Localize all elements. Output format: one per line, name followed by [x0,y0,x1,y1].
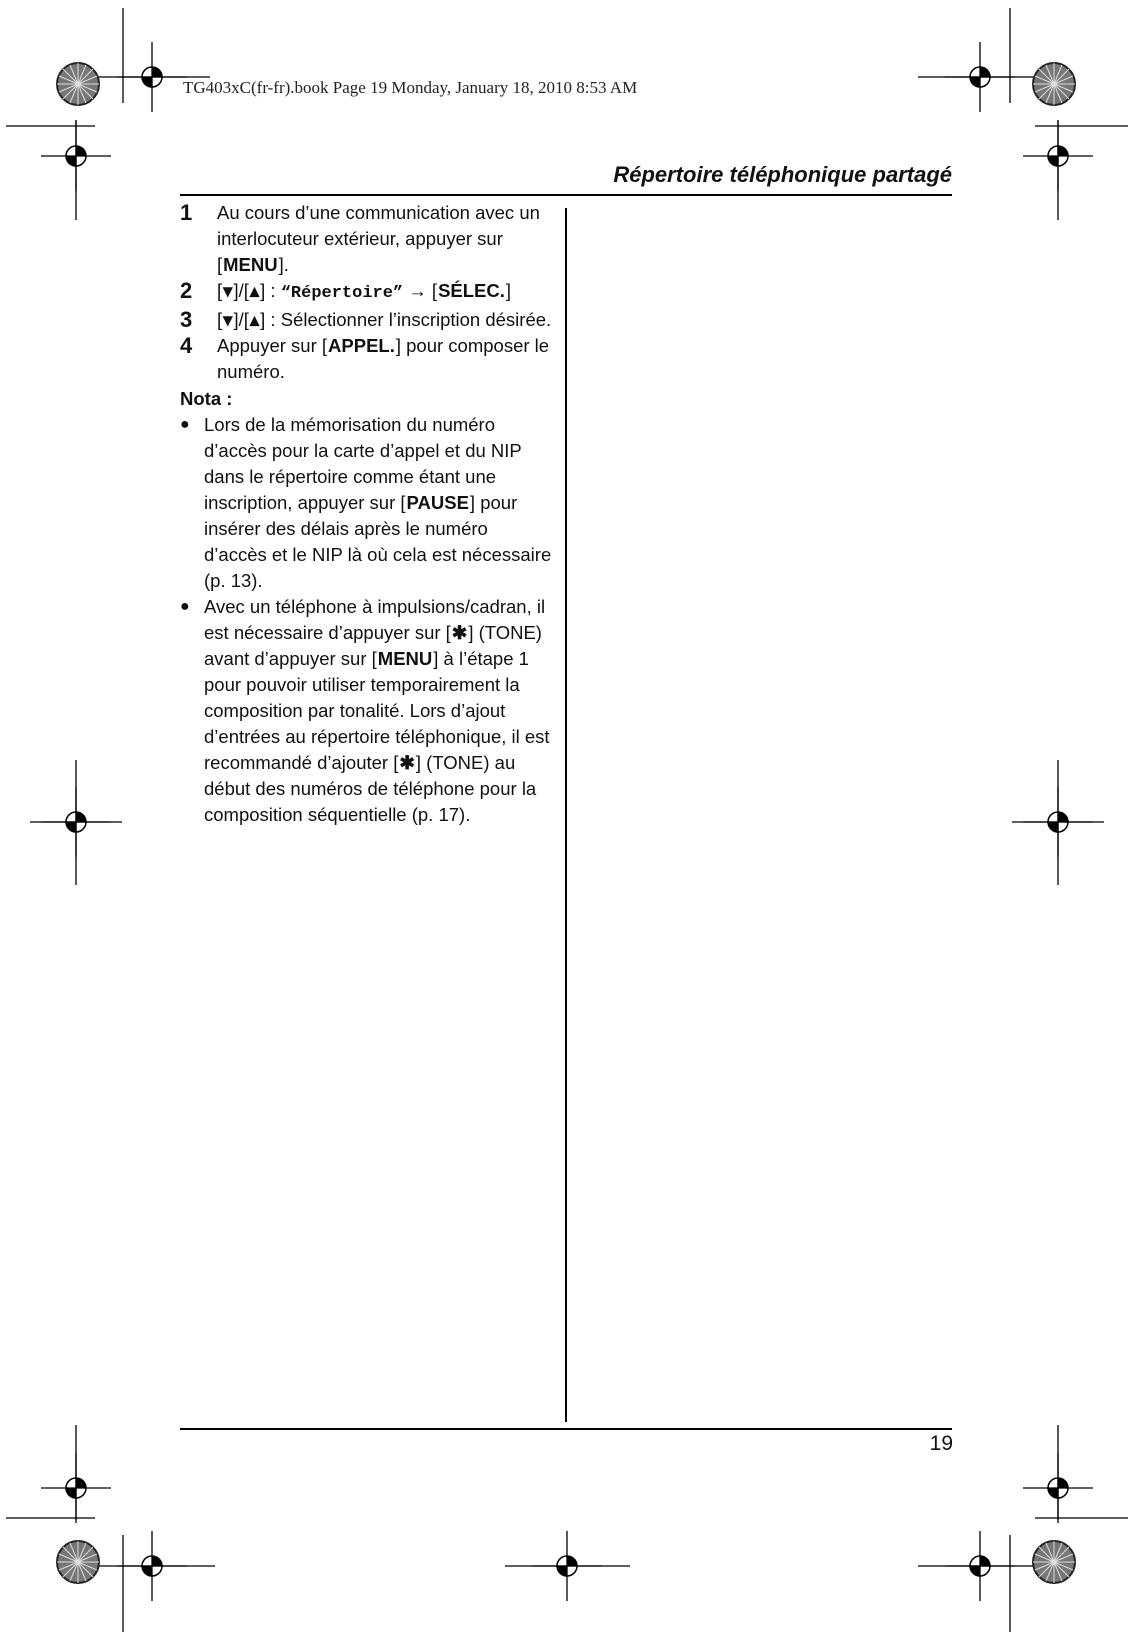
step-4 [180,333,555,385]
note-bullet-2 [180,594,555,828]
bullet-text-part: Lors de la mémorisation du numéro d’accès pour la carte d’appel et du NIP dans le répertoire comme étant une inscription, appuyer sur [204,414,522,513]
separator: / [238,309,244,330]
column-divider [565,208,567,1422]
step-text [217,307,555,333]
step-text-part: Appuyer sur [217,335,322,356]
bullet-icon: ● [180,598,190,615]
menu-key: [ MENU ] [217,254,284,275]
bullet-text [204,412,555,594]
separator: : [265,280,281,301]
step-text-part: . [283,254,289,275]
down-arrow-key-icon: [ ▾ ] [217,309,239,330]
pause-key: [ PAUSE ] [400,492,475,513]
bullet-text-part: pour insérer des délais après le numéro d’accès et le NIP là où cela est nécessaire (p. 13). [204,492,552,591]
step-1 [180,200,555,278]
bullet-text-part: (TONE) au début des numéros de téléphone pour la composition séquentielle (p. 17). [204,752,537,825]
menu-key: [ MENU ] [372,648,439,669]
step-text [217,200,555,278]
select-key: [ SÉLEC. ] [432,280,511,301]
page-number: 19 [929,1432,953,1455]
star-key-icon: [ ✱ ] [446,622,474,643]
call-key: [ APPEL. ] [322,335,401,356]
step-3 [180,307,555,333]
step-number: 1 [180,200,193,225]
print-slug-header: TG403xC(fr-fr).book Page 19 Monday, January 18, 2010 8:53 AM [183,78,638,97]
step-number: 2 [180,278,193,303]
up-arrow-key-icon: [ ▴ ] [244,309,266,330]
star-key-icon: [ ✱ ] [393,752,421,773]
step-text [217,278,555,307]
step-text-part: Au cours d’une communication avec un interlocuteur extérieur, appuyer sur [217,202,540,249]
separator: / [238,280,244,301]
arrow-icon: → [403,280,432,301]
bullet-text-part: à l’étape 1 pour pouvoir utiliser temporairement la composition par tonalité. Lors d’ajout d’entrées au répertoire téléphonique, il est recommandé d’ajouter [204,648,550,773]
down-arrow-key-icon: [ ▾ ] [217,280,239,301]
note-bullet-1 [180,412,555,594]
section-title: Répertoire téléphonique partagé [613,162,952,187]
bullet-text-part: (TONE) avant d’appuyer sur [204,622,542,669]
bullet-text [204,594,555,828]
footer-rule [180,1428,952,1430]
step-text [217,333,555,385]
note-title: Nota : [180,388,233,409]
header-rule [180,194,952,196]
bullet-text-part: Avec un téléphone à impulsions/cadran, il est nécessaire d’appuyer sur [204,596,546,643]
step-2 [180,278,555,307]
step-number: 3 [180,307,193,332]
step-number: 4 [180,333,193,358]
menu-option-repertoire: “Répertoire” [280,284,404,303]
step-text-part: pour composer le numéro. [217,335,550,382]
bullet-icon: ● [180,416,190,433]
up-arrow-key-icon: [ ▴ ] [244,280,266,301]
left-column [180,200,555,828]
step-text-part: : Sélectionner l’inscription désirée. [265,309,552,330]
